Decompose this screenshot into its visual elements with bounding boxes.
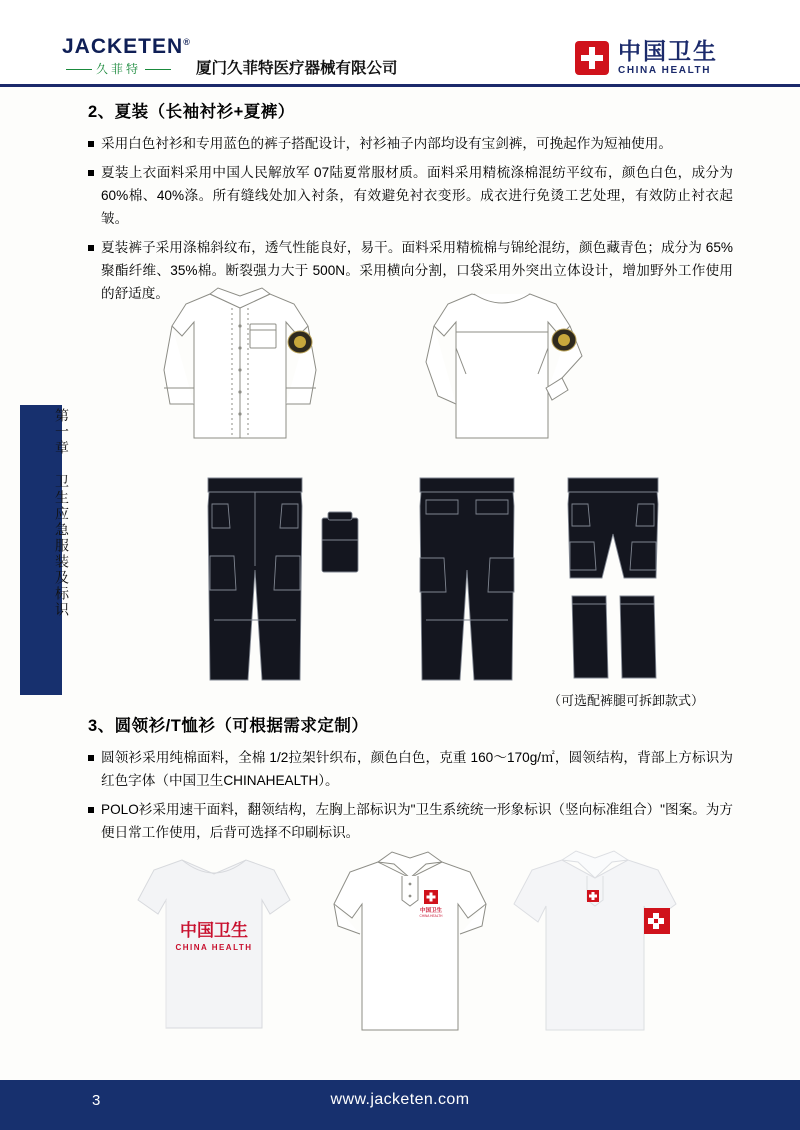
china-health-en: CHINA HEALTH — [618, 65, 712, 76]
tshirt-chest-text-en: CHINA HEALTH — [175, 943, 253, 952]
figure-polo-shirts — [120, 838, 680, 1053]
page-number: 3 — [92, 1092, 101, 1109]
header-divider — [0, 84, 800, 87]
chapter-tab-label: 第一章 卫生应急服装及标识 — [54, 408, 70, 618]
section-3-paragraph-2: POLO衫采用速干面料，翻领结构，左胸上部标识为"卫生系统统一形象标识（竖向标准组合）"图案。为方便日常工作使用，后背可选择不印刷标识。 — [88, 798, 733, 844]
figure-summer-pants — [150, 470, 680, 695]
company-name: 厦门久菲特医疗器械有限公司 — [196, 60, 398, 77]
page-header — [0, 0, 800, 86]
pants-caption: （可选配裤腿可拆卸款式） — [548, 693, 705, 708]
svg-text:CHINA HEALTH: CHINA HEALTH — [419, 914, 443, 918]
china-health-logo — [575, 40, 718, 76]
pants-front — [208, 478, 302, 680]
pants-back — [420, 478, 514, 680]
brand-wordmark-text: JACKETEN — [62, 35, 184, 58]
pants-pouch — [322, 512, 358, 572]
svg-text:中国卫生: 中国卫生 — [419, 908, 443, 914]
section-2-title: 2、夏装（长袖衬衫+夏裤） — [88, 103, 295, 121]
registered-mark: ® — [183, 37, 191, 47]
footer-website-url[interactable]: www.jacketen.com — [330, 1091, 470, 1108]
brand-dash-right — [145, 69, 171, 70]
brand-subtitle-text: 久菲特 — [96, 62, 142, 76]
brand-dash-left — [66, 69, 92, 70]
polo-lineart — [334, 852, 486, 1030]
section-2-paragraph-3: 夏装裤子采用涤棉斜纹布，透气性能良好，易干。面料采用精梳棉与锦纶混纺，颜色藏青色；成分为 65%聚酯纤维、35%棉。断裂强力大于 500N。采用横向分割，口袋采用外突出立体设计，增加野外工作使用的舒适度。 — [88, 236, 733, 305]
polo-white-photo — [514, 851, 676, 1030]
pants-detachable — [568, 478, 658, 678]
section-3-paragraph-1: 圆领衫采用纯棉面料，全棉 1/2拉架针织布，颜色白色，克重 160～170g/㎡，圆领结构，背部上方标识为红色字体（中国卫生CHINAHEALTH）。 — [88, 746, 733, 792]
cross-center-dot — [588, 54, 596, 62]
medical-cross-icon — [575, 41, 609, 75]
section-3-title: 3、圆领衫/T恤衫（可根据需求定制） — [88, 717, 369, 735]
section-2-paragraph-1: 采用白色衬衫和专用蓝色的裤子搭配设计，衬衫袖子内部均设有宝剑裤，可挽起作为短袖使用。 — [88, 132, 733, 155]
shirts-illustration — [150, 278, 670, 468]
figure-summer-shirts — [150, 278, 670, 468]
china-health-cn: 中国卫生 — [618, 38, 718, 64]
polos-illustration — [120, 838, 680, 1053]
pants-illustration — [150, 470, 680, 695]
section-3-content — [88, 712, 733, 850]
section-2-paragraph-2: 夏装上衣面料采用中国人民解放军 07陆夏常服材质。面料采用精梳涤棉混纺平纹布，颜色白色，成分为60%棉、40%涤。所有缝线处加入衬条，有效避免衬衣变形。成衣进行免烫工艺处理，有效防止衬衣起皱。 — [88, 161, 733, 230]
tshirt-chest-text-cn: 中国卫生 — [180, 921, 248, 940]
brand-wordmark — [62, 32, 247, 57]
